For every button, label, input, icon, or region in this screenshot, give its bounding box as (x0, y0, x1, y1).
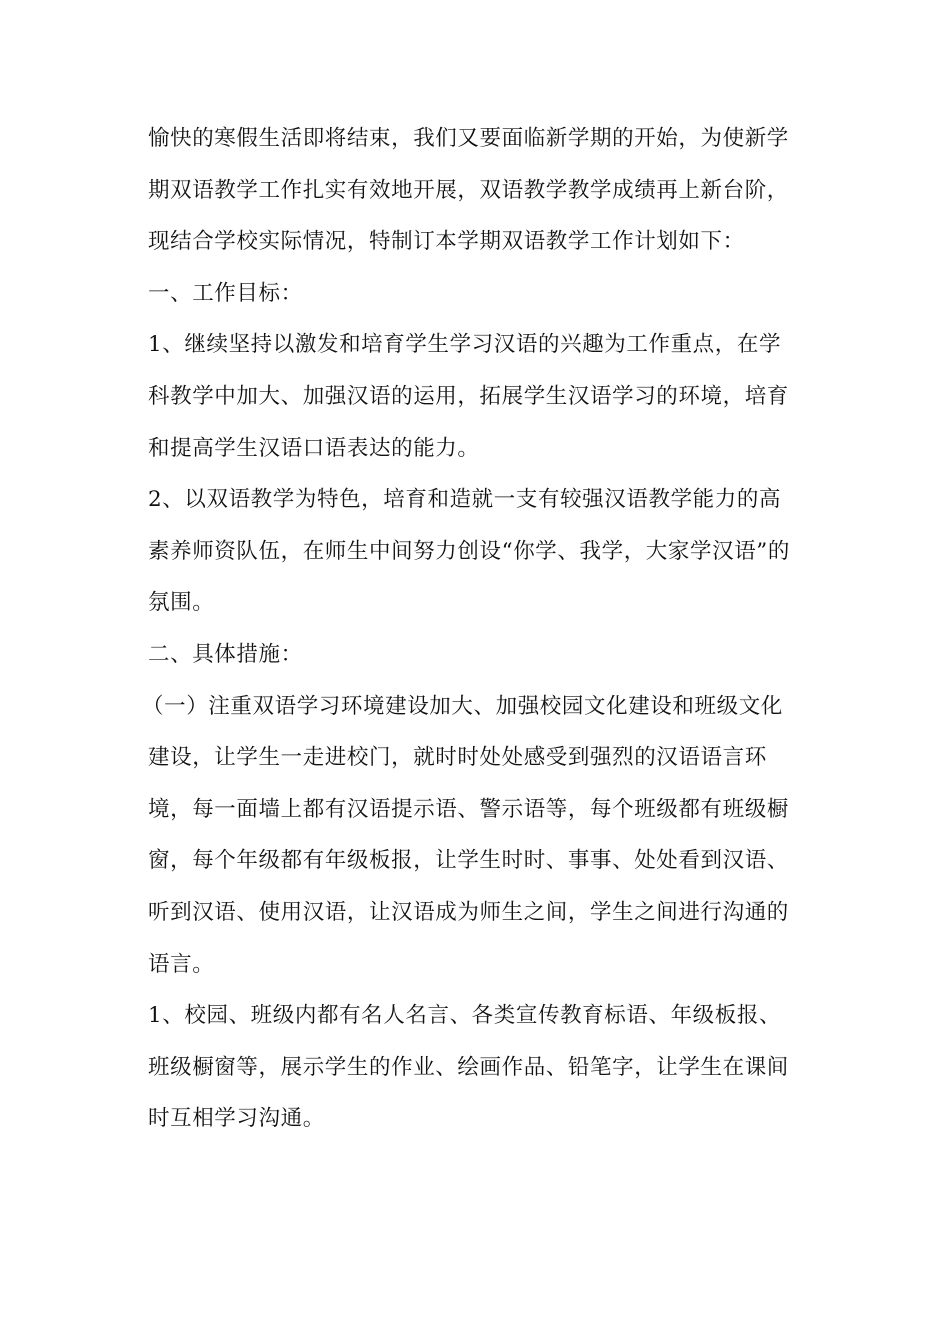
goal-item-2 (148, 474, 800, 629)
text-line: 1、继续坚持以激发和培育学生学习汉语的兴趣为工作重点，在学 (148, 332, 782, 358)
text-line: 班级橱窗等，展示学生的作业、绘画作品、铅笔字，让学生在课间 (148, 1054, 789, 1080)
text-line: 科教学中加大、加强汉语的运用，拓展学生汉语学习的环境，培育 (148, 383, 789, 409)
text-line: 建设，让学生一走进校门，就时时处处感受到强烈的汉语语言环 (148, 745, 767, 771)
text-line: 境，每一面墙上都有汉语提示语、警示语等，每个班级都有班级橱 (148, 796, 789, 822)
document-body (142, 113, 800, 1145)
text-line: 愉快的寒假生活即将结束，我们又要面临新学期的开始，为使新学 (148, 126, 789, 151)
intro-paragraph (148, 113, 800, 268)
text-line: 语言。 (148, 951, 215, 977)
text-line: 现结合学校实际情况，特制订本学期双语教学工作计划如下： (148, 229, 745, 255)
measure-item-1 (148, 990, 800, 1145)
heading-line: 二、具体措施： (148, 641, 303, 667)
goal-item-1 (148, 319, 800, 474)
text-line: 和提高学生汉语口语表达的能力。 (148, 435, 480, 461)
text-line: 时互相学习沟通。 (148, 1106, 325, 1132)
section-heading-goals (148, 268, 800, 320)
text-line: 期双语教学工作扎实有效地开展，双语教学教学成绩再上新台阶， (148, 177, 789, 203)
heading-line: 一、工作目标： (148, 280, 303, 306)
text-line: 2、以双语教学为特色，培育和造就一支有较强汉语教学能力的高 (148, 487, 782, 513)
text-line: 1、校园、班级内都有名人名言、各类宣传教育标语、年级板报、 (148, 1003, 782, 1029)
text-line: 窗，每个年级都有年级板报，让学生时时、事事、处处看到汉语、 (148, 848, 789, 874)
section-heading-measures (148, 629, 800, 681)
text-line: 氛围。 (148, 590, 215, 616)
text-line: 素养师资队伍，在师生中间努力创设“你学、我学，大家学汉语”的 (148, 538, 790, 564)
measure-subsection-1 (142, 681, 800, 991)
text-line: 听到汉语、使用汉语，让汉语成为师生之间，学生之间进行沟通的 (148, 899, 789, 925)
text-line: （一）注重双语学习环境建设加大、加强校园文化建设和班级文化 (142, 693, 783, 719)
